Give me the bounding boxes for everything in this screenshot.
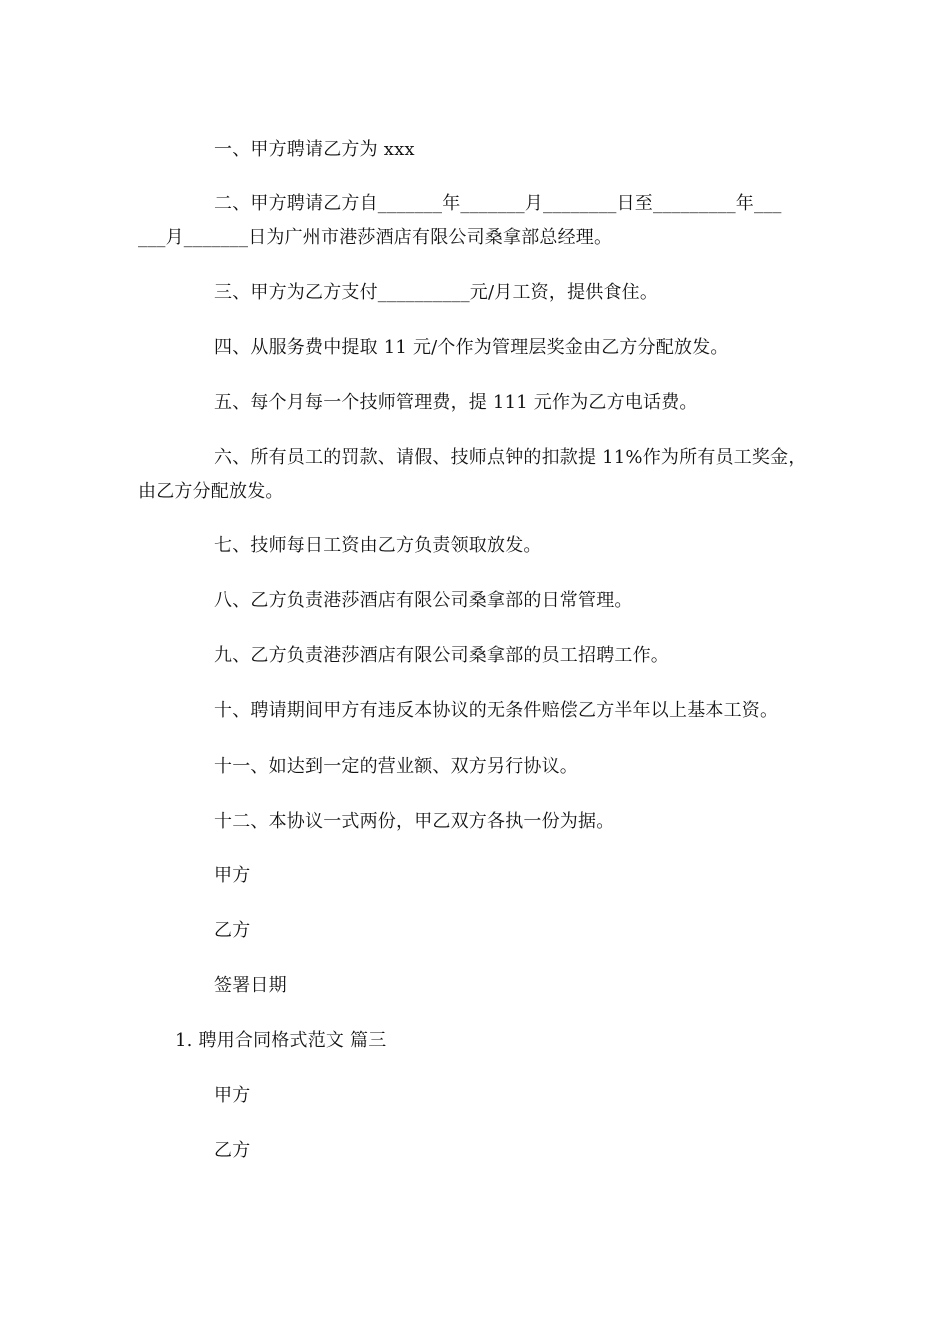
clause-4: 四、从服务费中提取 11 元/个作为管理层奖金由乙方分配放发。 [214, 337, 729, 358]
clause-11: 十一、如达到一定的营业额、双方另行协议。 [214, 756, 578, 777]
clause-6-line-2: 由乙方分配放发。 [138, 481, 284, 502]
signature-party-a: 甲方 [214, 865, 251, 886]
clause-3: 三、甲方为乙方支付__________元/月工资，提供食住。 [214, 282, 659, 303]
signature-date: 签署日期 [214, 975, 287, 996]
clause-1: 一、甲方聘请乙方为 xxx [214, 139, 415, 160]
clause-8: 八、乙方负责港莎酒店有限公司桑拿部的日常管理。 [214, 590, 633, 611]
clause-10: 十、聘请期间甲方有违反本协议的无条件赔偿乙方半年以上基本工资。 [214, 700, 779, 721]
section-party-a: 甲方 [214, 1085, 251, 1106]
clause-7: 七、技师每日工资由乙方负责领取放发。 [214, 535, 542, 556]
signature-party-b: 乙方 [214, 920, 251, 941]
clause-6-line-1: 六、所有员工的罚款、请假、技师点钟的扣款提 11%作为所有员工奖金， [214, 447, 807, 468]
section-party-b: 乙方 [214, 1140, 251, 1161]
clause-9: 九、乙方负责港莎酒店有限公司桑拿部的员工招聘工作。 [214, 645, 669, 666]
clause-5: 五、每个月每一个技师管理费，提 111 元作为乙方电话费。 [214, 392, 698, 413]
clause-2-line-1: 二、甲方聘请乙方自_______年_______月________日至_________年___ [214, 193, 782, 214]
clause-2-line-2: ___月_______日为广州市港莎酒店有限公司桑拿部总经理。 [138, 227, 613, 248]
clause-12: 十二、本协议一式两份，甲乙双方各执一份为据。 [214, 811, 615, 832]
section-heading: 1. 聘用合同格式范文 篇三 [175, 1030, 387, 1051]
